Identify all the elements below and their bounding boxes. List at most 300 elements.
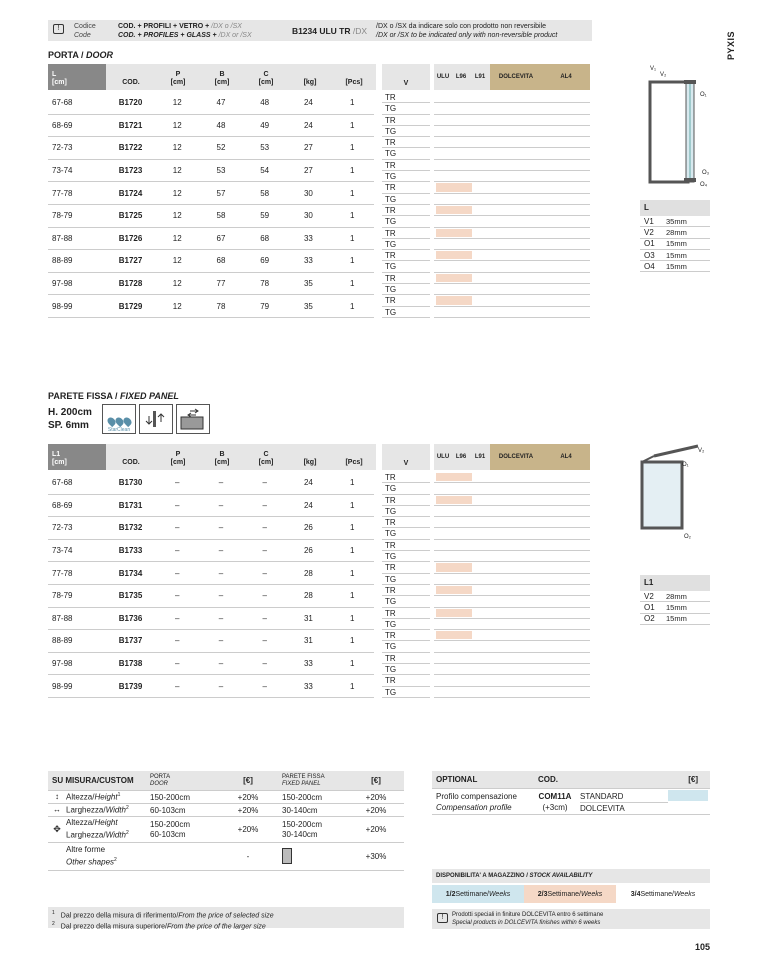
door-cell: 68 xyxy=(216,256,226,266)
door-table-row xyxy=(48,160,374,183)
door-cell: 97-98 xyxy=(52,279,73,289)
door-cell: B1726 xyxy=(118,233,143,243)
panel-col-header: [Pcs] xyxy=(332,444,376,470)
door-availability-mark xyxy=(436,229,472,237)
door-cell: 12 xyxy=(172,233,182,243)
door-cell: 1 xyxy=(349,120,355,130)
panel-cell: – xyxy=(218,659,224,669)
door-finish-col: AL4 xyxy=(542,64,590,90)
panel-mount-icon xyxy=(176,404,210,434)
door-table-row xyxy=(48,250,374,273)
panel-cell: – xyxy=(175,546,180,556)
door-v-cell xyxy=(382,182,430,205)
custom-row-combined: ✥ Altezza/Height Larghezza/Width$^2$ 150-200cm 60-103cm +20% 150-200cm 30-140cm +20% xyxy=(48,817,404,843)
footnotes xyxy=(48,907,404,931)
svg-text:O₄: O₄ xyxy=(700,182,708,188)
panel-availability-mark xyxy=(436,631,472,639)
panel-v-cell xyxy=(382,585,430,608)
panel-cell: 1 xyxy=(349,546,355,556)
panel-cell: 1 xyxy=(349,478,355,488)
panel-v-value: TR xyxy=(382,653,430,664)
door-availability-mark xyxy=(436,251,472,259)
door-finish-col: L91 xyxy=(470,64,490,90)
svg-text:V₁: V₁ xyxy=(650,66,657,72)
door-cell: 48 xyxy=(216,120,226,130)
door-v-value: TG xyxy=(382,307,430,318)
door-profile-legend xyxy=(640,200,710,272)
door-cell: 12 xyxy=(172,279,182,289)
panel-cell: B1733 xyxy=(118,546,143,556)
panel-cell: 24 xyxy=(303,478,313,488)
panel-cell: B1738 xyxy=(118,659,143,669)
door-cell: 12 xyxy=(172,98,182,108)
door-cell: 47 xyxy=(216,98,226,108)
panel-cell: – xyxy=(175,591,180,601)
door-cell: 88-89 xyxy=(52,256,73,266)
optional-cod-header: COD. xyxy=(538,775,558,784)
door-v-header: V xyxy=(382,64,430,90)
door-finish-cells xyxy=(434,92,590,115)
panel-table-row xyxy=(48,608,374,631)
code-example: B1234 ULU TR /DX xyxy=(291,25,368,36)
panel-finish-cells xyxy=(434,517,590,540)
door-title: PORTA / DOOR xyxy=(48,50,113,60)
door-cell: 1 xyxy=(349,98,355,108)
custom-table xyxy=(48,771,404,871)
panel-availability-mark xyxy=(436,586,472,594)
panel-dimensions: H. 200cm SP. 6mm xyxy=(48,407,92,431)
door-cell: 67 xyxy=(216,233,226,243)
panel-finish-cells xyxy=(434,472,590,495)
availability-item: 3/4 Settimane/ Weeks xyxy=(616,885,710,903)
panel-table-row xyxy=(48,653,374,676)
panel-cell: 1 xyxy=(349,568,355,578)
door-v-value: TR xyxy=(382,228,430,239)
panel-v-value: TG xyxy=(382,483,430,494)
door-legend-row: O3 15mm xyxy=(640,250,710,261)
panel-cell: 77-78 xyxy=(52,568,73,578)
panel-v-value: TR xyxy=(382,540,430,551)
custom-door-currency: [€] xyxy=(243,776,253,785)
custom-panel-currency: [€] xyxy=(371,776,381,785)
door-cell: 79 xyxy=(260,301,270,311)
door-cell: 72-73 xyxy=(52,143,73,153)
panel-v-cell xyxy=(382,608,430,631)
svg-text:O₃: O₃ xyxy=(702,170,710,176)
door-v-cell xyxy=(382,295,430,318)
panel-finish-cells xyxy=(434,630,590,653)
panel-cell: 1 xyxy=(349,659,355,669)
panel-cell: – xyxy=(175,478,180,488)
door-cell: 1 xyxy=(349,166,355,176)
panel-v-value: TR xyxy=(382,562,430,573)
panel-col-header: COD. xyxy=(106,444,156,470)
door-cell: 58 xyxy=(216,211,226,221)
panel-v-cell xyxy=(382,675,430,698)
door-cell: B1724 xyxy=(118,188,143,198)
door-v-value: TR xyxy=(382,295,430,306)
door-cell: B1721 xyxy=(118,120,143,130)
panel-cell: – xyxy=(175,636,180,646)
door-table-row xyxy=(48,295,374,318)
panel-availability-mark xyxy=(436,473,472,481)
door-finish-cells xyxy=(434,115,590,138)
panel-col-header: L1 [cm] xyxy=(48,444,106,470)
panel-v-value: TR xyxy=(382,517,430,528)
door-finish-cells xyxy=(434,137,590,160)
door-availability-mark xyxy=(436,274,472,282)
door-cell: B1722 xyxy=(118,143,143,153)
panel-cell: – xyxy=(262,500,267,510)
door-v-cell xyxy=(382,160,430,183)
panel-cell: B1736 xyxy=(118,613,143,623)
panel-finish-cells xyxy=(434,495,590,518)
door-v-value: TR xyxy=(382,137,430,148)
svg-text:V₂: V₂ xyxy=(698,448,705,454)
panel-cell: – xyxy=(218,523,224,533)
door-cell: 59 xyxy=(260,211,270,221)
panel-table-row xyxy=(48,585,374,608)
door-v-value: TG xyxy=(382,126,430,137)
availability-title: DISPONIBILITA' A MAGAZZINO / STOCK AVAILABILITY xyxy=(432,869,710,883)
panel-table-row xyxy=(48,562,374,585)
panel-cell: 1 xyxy=(349,681,355,691)
panel-finish-cells xyxy=(434,653,590,676)
panel-cell: – xyxy=(262,568,267,578)
note-icon: ! xyxy=(53,24,64,34)
door-finish-header xyxy=(434,64,590,90)
panel-cell: 68-69 xyxy=(52,500,73,510)
panel-cell: B1739 xyxy=(118,681,143,691)
door-v-value: TG xyxy=(382,148,430,159)
panel-cell: – xyxy=(175,523,180,533)
panel-cell: 87-88 xyxy=(52,613,73,623)
door-cell: 30 xyxy=(303,188,313,198)
panel-col-header: C [cm] xyxy=(244,444,288,470)
panel-v-header: V xyxy=(382,444,430,470)
panel-table-row xyxy=(48,517,374,540)
door-finish-cells xyxy=(434,182,590,205)
panel-cell: B1735 xyxy=(118,591,143,601)
panel-finish-cells xyxy=(434,608,590,631)
door-finish-col: DOLCEVITA xyxy=(490,64,542,90)
panel-finish-cells xyxy=(434,585,590,608)
door-cell: 12 xyxy=(172,120,182,130)
panel-v-value: TG xyxy=(382,528,430,539)
panel-cell: 1 xyxy=(349,523,355,533)
door-cell: 30 xyxy=(303,211,313,221)
door-col-header: B [cm] xyxy=(200,64,244,90)
code-legend-bar xyxy=(48,20,592,41)
panel-v-value: TG xyxy=(382,619,430,630)
panel-diagram xyxy=(628,440,718,550)
door-v-cell xyxy=(382,205,430,228)
door-v-value: TR xyxy=(382,115,430,126)
panel-v-value: TR xyxy=(382,630,430,641)
door-cell: 57 xyxy=(216,188,226,198)
availability-row xyxy=(432,885,710,903)
panel-v-value: TR xyxy=(382,472,430,483)
door-cell: 69 xyxy=(260,256,270,266)
panel-v-value: TR xyxy=(382,585,430,596)
panel-cell: – xyxy=(218,500,224,510)
door-diagram xyxy=(628,60,718,195)
height-arrows-icon: ↕ xyxy=(55,792,59,802)
panel-legend-row: O2 15mm xyxy=(640,614,710,625)
door-cell: B1725 xyxy=(118,211,143,221)
door-legend-row: V1 35mm xyxy=(640,216,710,227)
door-cell: 1 xyxy=(349,211,355,221)
door-finish-cells xyxy=(434,205,590,228)
panel-cell: 33 xyxy=(303,681,313,691)
starclean-icon: StarClean xyxy=(102,404,136,434)
door-cell: B1723 xyxy=(118,166,143,176)
door-cell: 12 xyxy=(172,301,182,311)
door-finish-cells xyxy=(434,273,590,296)
panel-cell: 26 xyxy=(303,523,313,533)
panel-cell: – xyxy=(262,659,267,669)
door-col-header: C [cm] xyxy=(244,64,288,90)
reversible-icon xyxy=(139,404,173,434)
door-v-value: TR xyxy=(382,160,430,171)
door-cell: 1 xyxy=(349,233,355,243)
door-cell: 87-88 xyxy=(52,233,73,243)
panel-cell: 67-68 xyxy=(52,478,73,488)
panel-finish-col: DOLCEVITA xyxy=(490,444,542,470)
panel-v-value: TG xyxy=(382,574,430,585)
door-v-value: TR xyxy=(382,92,430,103)
footnote: $^1$ Dal prezzo della misura di riferimento/From the price of selected size xyxy=(52,910,274,920)
door-cell: 68-69 xyxy=(52,120,73,130)
optional-currency: [€] xyxy=(688,775,698,784)
panel-cell: 28 xyxy=(303,568,313,578)
door-v-cell xyxy=(382,273,430,296)
door-cell: 53 xyxy=(216,166,226,176)
panel-table-row xyxy=(48,540,374,563)
door-cell: 35 xyxy=(303,279,313,289)
custom-row-other: Altre forme Other shapes$^2$ - +30% xyxy=(48,843,404,871)
door-cell: 53 xyxy=(260,143,270,153)
panel-col-header: B [cm] xyxy=(200,444,244,470)
panel-cell: 1 xyxy=(349,636,355,646)
code-label: Codice Code xyxy=(74,22,96,39)
door-v-value: TG xyxy=(382,261,430,272)
panel-table-row xyxy=(48,675,374,698)
door-cell: 1 xyxy=(349,256,355,266)
panel-cell: – xyxy=(175,613,180,623)
panel-v-value: TR xyxy=(382,675,430,686)
code-note: /DX o /SX da indicare solo con prodotto non reversibile /DX or /SX to be indicated only with non-reversible product xyxy=(376,22,558,39)
door-cell: 67-68 xyxy=(52,98,73,108)
door-cell: 12 xyxy=(172,166,182,176)
door-v-cell xyxy=(382,228,430,251)
door-legend-title: L xyxy=(640,200,710,216)
custom-door-header: PORTA DOOR xyxy=(150,773,171,787)
panel-cell: B1732 xyxy=(118,523,143,533)
door-availability-mark xyxy=(436,296,472,304)
door-table-row xyxy=(48,115,374,138)
panel-cell: – xyxy=(262,546,267,556)
availability-item: 1/2 Settimane/ Weeks xyxy=(432,885,524,903)
door-v-value: TR xyxy=(382,205,430,216)
door-table-row xyxy=(48,273,374,296)
panel-cell: 28 xyxy=(303,591,313,601)
panel-legend-title: L1 xyxy=(640,575,710,591)
panel-table-header xyxy=(48,444,376,470)
door-cell: 73-74 xyxy=(52,166,73,176)
door-cell: 52 xyxy=(216,143,226,153)
optional-price-standard xyxy=(668,790,708,801)
panel-cell: – xyxy=(175,681,180,691)
door-cell: B1720 xyxy=(118,98,143,108)
panel-cell: – xyxy=(262,523,267,533)
door-table-row xyxy=(48,205,374,228)
panel-cell: 24 xyxy=(303,500,313,510)
panel-cell: 1 xyxy=(349,500,355,510)
optional-row: Profilo compensazione Compensation profile COM11A (+3cm) STANDARD DOLCEVITA xyxy=(432,789,710,815)
custom-row: ↕ Altezza/Height$^1$ 150-200cm +20% 150-200cm +20% xyxy=(48,791,404,804)
panel-finish-cells xyxy=(434,675,590,698)
door-legend-row: O1 15mm xyxy=(640,239,710,250)
panel-cell: – xyxy=(262,591,267,601)
door-availability-mark xyxy=(436,206,472,214)
door-v-cell xyxy=(382,250,430,273)
panel-cell: 26 xyxy=(303,546,313,556)
door-cell: 78-79 xyxy=(52,211,73,221)
panel-cell: – xyxy=(262,636,267,646)
panel-cell: – xyxy=(218,568,224,578)
panel-cell: – xyxy=(218,636,224,646)
panel-v-cell xyxy=(382,495,430,518)
door-table-row xyxy=(48,137,374,160)
special-note: ! Prodotti speciali in finiture DOLCEVITA entro 6 settimane Special products in DOLCEVITA finishes within 6 weeks xyxy=(432,909,710,929)
panel-v-value: TR xyxy=(382,608,430,619)
door-cell: 77 xyxy=(216,279,226,289)
door-cell: B1727 xyxy=(118,256,143,266)
door-finish-cells xyxy=(434,228,590,251)
custom-panel-header: PARETE FISSA FIXED PANEL xyxy=(282,773,325,787)
panel-finish-col: AL4 xyxy=(542,444,590,470)
door-cell: 27 xyxy=(303,166,313,176)
optional-title: OPTIONAL xyxy=(436,775,478,784)
door-cell: 12 xyxy=(172,211,182,221)
door-cell: 24 xyxy=(303,120,313,130)
door-cell: 58 xyxy=(260,188,270,198)
panel-cell: 98-99 xyxy=(52,681,73,691)
panel-v-cell xyxy=(382,517,430,540)
panel-availability-mark xyxy=(436,563,472,571)
door-finish-cells xyxy=(434,250,590,273)
panel-v-value: TG xyxy=(382,664,430,675)
panel-cell: 78-79 xyxy=(52,591,73,601)
panel-cell: 31 xyxy=(303,636,313,646)
door-col-header: COD. xyxy=(106,64,156,90)
other-shape-icon xyxy=(282,848,292,864)
door-cell: 33 xyxy=(303,256,313,266)
door-legend-row: V2 28mm xyxy=(640,227,710,238)
door-v-value: TG xyxy=(382,171,430,182)
door-availability-mark xyxy=(436,183,472,191)
panel-v-value: TG xyxy=(382,506,430,517)
door-v-value: TG xyxy=(382,216,430,227)
door-v-cell xyxy=(382,115,430,138)
panel-finish-col: ULU xyxy=(434,444,452,470)
door-v-value: TG xyxy=(382,194,430,205)
door-col-header: P [cm] xyxy=(156,64,200,90)
code-formula: COD. + PROFILI + VETRO + /DX o /SX COD. + PROFILES + GLASS + /DX or /SX xyxy=(118,22,252,39)
door-cell: 77-78 xyxy=(52,188,73,198)
panel-finish-cells xyxy=(434,540,590,563)
panel-cell: – xyxy=(262,613,267,623)
panel-finish-header xyxy=(434,444,590,470)
door-cell: 68 xyxy=(260,233,270,243)
optional-table xyxy=(432,771,710,815)
panel-cell: – xyxy=(175,568,180,578)
door-v-cell xyxy=(382,137,430,160)
door-finish-col: L96 xyxy=(452,64,470,90)
panel-cell: – xyxy=(218,546,224,556)
door-cell: 49 xyxy=(260,120,270,130)
svg-text:O₁: O₁ xyxy=(682,462,689,468)
door-col-header: [Pcs] xyxy=(332,64,376,90)
door-cell: 98-99 xyxy=(52,301,73,311)
panel-table-row xyxy=(48,472,374,495)
resize-both-icon: ✥ xyxy=(53,824,61,834)
door-col-header: [kg] xyxy=(288,64,332,90)
panel-legend-row: O1 15mm xyxy=(640,602,710,613)
door-cell: 1 xyxy=(349,279,355,289)
custom-row: ↔ Larghezza/Width$^2$ 60-103cm +20% 30-140cm +20% xyxy=(48,804,404,817)
panel-v-value: TG xyxy=(382,551,430,562)
panel-cell: 88-89 xyxy=(52,636,73,646)
footnote: $^2$ Dal prezzo della misura superiore/From the price of the larger size xyxy=(52,921,266,931)
door-v-value: TR xyxy=(382,273,430,284)
panel-cell: – xyxy=(175,500,180,510)
door-cell: 12 xyxy=(172,143,182,153)
door-v-value: TG xyxy=(382,239,430,250)
panel-cell: 33 xyxy=(303,659,313,669)
panel-availability-mark xyxy=(436,609,472,617)
panel-finish-col: L96 xyxy=(452,444,470,470)
page-number: 105 xyxy=(695,942,711,952)
panel-cell: 1 xyxy=(349,613,355,623)
door-v-value: TG xyxy=(382,284,430,295)
panel-cell: B1737 xyxy=(118,636,143,646)
door-cell: 35 xyxy=(303,301,313,311)
sidebar-title: PYXIS xyxy=(726,30,736,60)
door-finish-cells xyxy=(434,295,590,318)
panel-cell: B1730 xyxy=(118,478,143,488)
door-table-row xyxy=(48,92,374,115)
panel-cell: – xyxy=(218,478,224,488)
door-cell: 12 xyxy=(172,188,182,198)
door-v-cell xyxy=(382,92,430,115)
door-col-header: L [cm] xyxy=(48,64,106,90)
width-arrows-icon: ↔ xyxy=(53,805,61,815)
door-v-value: TG xyxy=(382,103,430,114)
panel-v-value: TR xyxy=(382,495,430,506)
panel-availability-mark xyxy=(436,496,472,504)
panel-cell: B1731 xyxy=(118,500,143,510)
note-icon: ! xyxy=(437,913,448,923)
door-cell: 78 xyxy=(260,279,270,289)
door-table-row xyxy=(48,182,374,205)
door-cell: 33 xyxy=(303,233,313,243)
door-finish-cells xyxy=(434,160,590,183)
door-cell: 54 xyxy=(260,166,270,176)
panel-cell: 97-98 xyxy=(52,659,73,669)
availability-item: 2/3 Settimane/ Weeks xyxy=(524,885,616,903)
